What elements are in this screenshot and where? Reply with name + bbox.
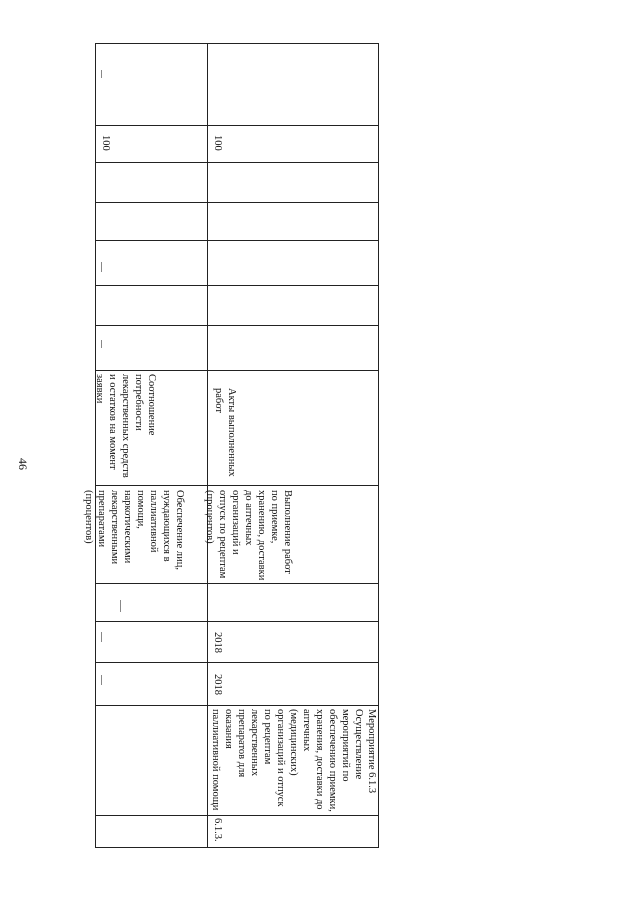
table-row-divider [95, 621, 379, 622]
row-document: Акты выполненных работ [213, 388, 237, 477]
page-number: 46 [16, 458, 30, 470]
table-row-divider [95, 485, 379, 486]
table-row-divider [95, 370, 379, 371]
table-row-divider [95, 662, 379, 663]
scan-mark [101, 632, 102, 642]
row-number: 6.1.3. [212, 818, 223, 842]
row-year-end: 2018 [212, 632, 223, 653]
table-row-divider [95, 202, 379, 203]
table-row-divider [95, 325, 379, 326]
table-right-border [378, 43, 379, 847]
table-row-divider [95, 705, 379, 706]
table-row-divider [95, 125, 379, 126]
table-row-divider [95, 285, 379, 286]
table-row-divider [95, 162, 379, 163]
table-bottom-border [95, 847, 379, 848]
table-row-divider [95, 815, 379, 816]
table-col-divider [207, 43, 208, 847]
row-year-start: 2018 [212, 674, 223, 695]
table-top-border [95, 43, 379, 44]
scan-mark [101, 340, 102, 348]
row-value: 100 [212, 135, 223, 151]
table-row-divider [95, 240, 379, 241]
row-measure: Мероприятие 6.1.3 Осуществление мероприятий по обеспечению приемки, хранения, доставки до аптечных (медицинских) организаций и отпуск по рецептам лекарственных препаратов для оказания паллиативной помощи [210, 709, 377, 812]
scan-mark [101, 262, 102, 272]
prev-row-value: 100 [100, 135, 111, 151]
row-indicator-result: Выполнение работ по приемке, хранению, доставки до аптечных организаций и отпуск по рецептам (процентов) [204, 490, 293, 581]
prev-row-method: Соотношение потребности лекарственных средств и остатков на момент заявки [94, 374, 157, 478]
prev-row-indicator: Обеспечение лиц, нуждающихся в паллиативной помощи, наркотическими лекарственными препаратами (процентов) [83, 490, 185, 570]
table-row-divider [95, 583, 379, 584]
scan-mark [120, 600, 121, 612]
scan-mark [101, 675, 102, 685]
scan-mark [101, 70, 102, 78]
